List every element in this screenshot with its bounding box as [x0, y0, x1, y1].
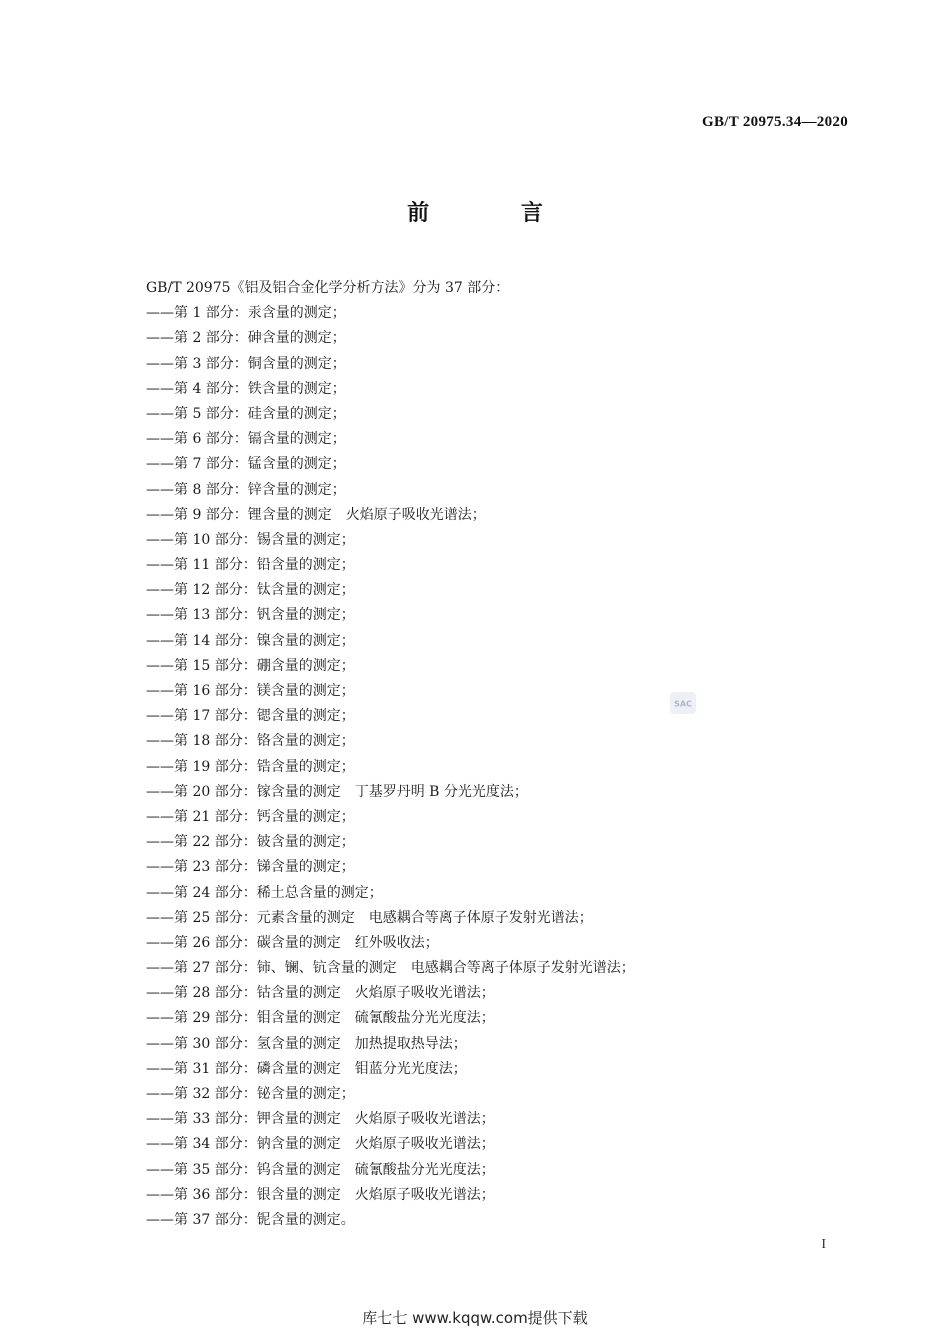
part-item: ——第 8 部分：锌含量的测定； [146, 481, 346, 498]
part-item: ——第 6 部分：镉含量的测定； [146, 431, 346, 448]
part-item: ——第 26 部分：碳含量的测定 红外吸收法； [146, 934, 439, 951]
part-item: ——第 31 部分：磷含量的测定 钼蓝分光光度法； [146, 1060, 467, 1077]
part-item: ——第 29 部分：钼含量的测定 硫氰酸盐分光光度法； [146, 1010, 495, 1027]
part-item: ——第 24 部分：稀土总含量的测定； [146, 884, 383, 901]
part-item: ——第 3 部分：铜含量的测定； [146, 355, 346, 372]
part-item: ——第 35 部分：钨含量的测定 硫氰酸盐分光光度法； [146, 1161, 495, 1178]
page-number: I [821, 1237, 826, 1252]
part-item: ——第 20 部分：镓含量的测定 丁基罗丹明 B 分光光度法； [146, 783, 528, 800]
part-item: ——第 13 部分：钒含量的测定； [146, 607, 355, 624]
parts-list [146, 301, 846, 1233]
part-item: ——第 14 部分：镍含量的测定； [146, 632, 355, 649]
watermark-text: SAC [674, 699, 692, 709]
part-item: ——第 12 部分：钛含量的测定； [146, 582, 355, 599]
part-item: ——第 16 部分：镁含量的测定； [146, 683, 355, 699]
part-item: ——第 30 部分：氢含量的测定 加热提取热导法； [146, 1035, 467, 1052]
part-item: ——第 37 部分：铌含量的测定。 [146, 1211, 355, 1228]
part-item: ——第 22 部分：铍含量的测定； [146, 834, 355, 851]
page-title: 前 言 [407, 201, 585, 226]
part-item: ——第 5 部分：硅含量的测定； [146, 405, 346, 422]
part-item: ——第 28 部分：钴含量的测定 火焰原子吸收光谱法； [146, 985, 495, 1002]
part-item: ——第 7 部分：锰含量的测定； [146, 456, 346, 473]
part-item: ——第 1 部分：汞含量的测定； [146, 305, 346, 322]
part-item: ——第 27 部分：铈、镧、钪含量的测定 电感耦合等离子体原子发射光谱法； [146, 960, 635, 977]
download-footer: 库七七 www.kqqw.com提供下载 [362, 1309, 588, 1327]
part-item: ——第 11 部分：铅含量的测定； [146, 557, 355, 574]
part-item: ——第 23 部分：锑含量的测定； [146, 859, 355, 876]
part-item: ——第 34 部分：钠含量的测定 火焰原子吸收光谱法； [146, 1136, 495, 1153]
part-item: ——第 25 部分：元素含量的测定 电感耦合等离子体原子发射光谱法； [146, 909, 593, 926]
intro-text: GB/T 20975《铝及铝合金化学分析方法》分为 37 部分： [146, 280, 510, 296]
part-item: ——第 21 部分：钙含量的测定； [146, 808, 355, 825]
part-item: ——第 18 部分：铬含量的测定； [146, 733, 355, 750]
part-item: ——第 9 部分：锂含量的测定 火焰原子吸收光谱法； [146, 506, 486, 523]
sac-watermark-logo [670, 692, 696, 714]
document-body [146, 276, 846, 1233]
part-item: ——第 17 部分：锶含量的测定； [146, 708, 355, 725]
part-item: ——第 33 部分：钾含量的测定 火焰原子吸收光谱法； [146, 1111, 495, 1128]
part-item: ——第 36 部分：银含量的测定 火焰原子吸收光谱法； [146, 1186, 495, 1203]
standard-number: GB/T 20975.34—2020 [702, 114, 848, 130]
part-item: ——第 10 部分：锡含量的测定； [146, 531, 355, 548]
part-item: ——第 32 部分：铋含量的测定； [146, 1086, 355, 1102]
part-item: ——第 2 部分：砷含量的测定； [146, 330, 346, 347]
part-item: ——第 4 部分：铁含量的测定； [146, 380, 346, 397]
part-item: ——第 19 部分：锆含量的测定； [146, 758, 355, 775]
part-item: ——第 15 部分：硼含量的测定； [146, 657, 355, 674]
